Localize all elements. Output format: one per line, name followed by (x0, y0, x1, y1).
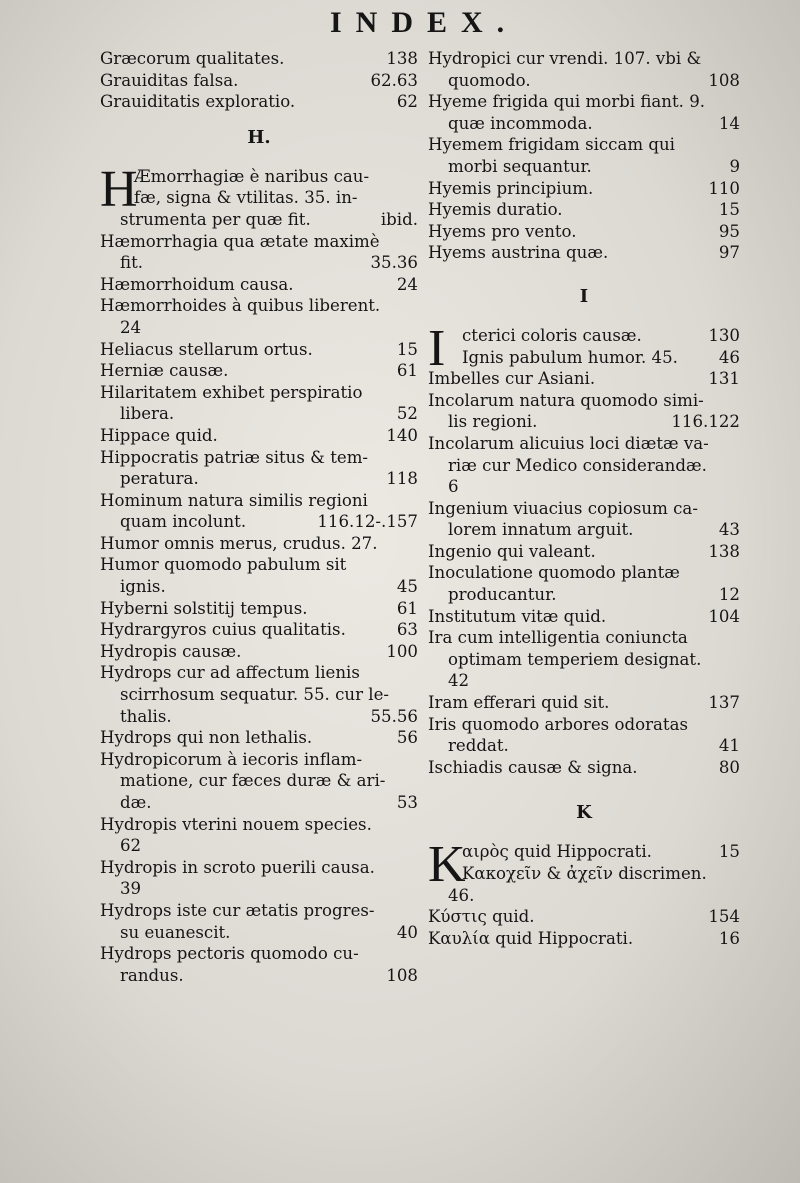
index-line (428, 584, 740, 606)
index-entry-text: Ingenium viuacius copiosum ca- (428, 498, 698, 518)
index-page-numbers: 14 (718, 113, 740, 133)
index-page-numbers: 55.56 (370, 706, 418, 726)
index-line (100, 662, 418, 684)
index-page-numbers (734, 134, 740, 156)
index-page-numbers (734, 863, 740, 885)
index-line (100, 231, 418, 253)
index-page-numbers (734, 649, 740, 671)
index-entry-text: 6 (448, 477, 459, 497)
index-page-numbers (412, 382, 418, 404)
index-entry-text: Græcorum qualitates. (100, 49, 285, 68)
index-page-numbers: 15 (718, 200, 740, 220)
drop-cap-initial: Κ (428, 836, 466, 894)
right-column (428, 48, 740, 949)
index-entry-text: quam incolunt. (120, 512, 247, 532)
index-line (428, 199, 740, 221)
index-page-numbers: 15 (396, 339, 418, 359)
index-entry-text: lorem innatum arguit. (448, 520, 634, 540)
hydrops-entries (428, 48, 740, 264)
index-line (100, 706, 418, 728)
index-line (428, 242, 740, 264)
index-entry-text: Hydrops pectoris quomodo cu- (100, 944, 359, 964)
index-entry-text: Incolarum natura quomodo simi- (428, 390, 704, 410)
index-line (100, 490, 418, 512)
index-line (100, 814, 418, 836)
index-entry-text: Hyems pro vento. (428, 221, 577, 241)
index-page-numbers (734, 885, 740, 907)
index-entry-text: lis regioni. (448, 412, 538, 432)
index-page-numbers: 80 (718, 757, 740, 777)
index-page-numbers (412, 857, 418, 879)
index-line (428, 368, 740, 390)
index-entry-text: dæ. (120, 793, 152, 812)
index-entry-text: Hippocratis patriæ situs & tem- (100, 447, 369, 467)
index-page-numbers (412, 943, 418, 965)
index-page-numbers: 110 (708, 178, 740, 198)
index-page-numbers (412, 835, 418, 857)
index-page-numbers: 16 (718, 928, 740, 948)
index-entry-text: Καυλία quid Hippocrati. (428, 928, 634, 948)
index-entry-text: fit. (120, 253, 144, 273)
index-line (428, 906, 740, 928)
index-line (428, 714, 740, 736)
index-page-numbers (412, 662, 418, 684)
index-line (100, 576, 418, 598)
index-entry-text: Hippace quid. (100, 425, 218, 445)
index-line (100, 770, 418, 792)
index-page-numbers: 45 (396, 577, 418, 597)
index-line (428, 70, 740, 92)
index-page-numbers (734, 48, 740, 70)
index-page-numbers: 43 (718, 520, 740, 540)
index-line (428, 541, 740, 563)
index-entry-text: 39 (120, 879, 142, 899)
index-line (100, 598, 418, 620)
g-entries (100, 48, 418, 113)
index-entry-text: libera. (120, 404, 175, 424)
index-line (428, 841, 740, 863)
index-line (428, 390, 740, 412)
index-entry-text: Hæmorrhoidum causa. (100, 274, 294, 294)
index-entry-text: morbi sequantur. (448, 156, 592, 176)
index-page-numbers: ibid. (380, 209, 418, 229)
index-page-numbers (734, 433, 740, 455)
index-page-numbers (412, 490, 418, 512)
index-entry-text: Ischiadis causæ & signa. (428, 757, 638, 777)
index-entry-text: Hilaritatem exhibet perspiratio (100, 382, 363, 402)
index-line (100, 187, 418, 209)
k-entries (428, 836, 740, 949)
index-page-numbers: 108 (386, 965, 418, 985)
index-page-numbers: 41 (718, 736, 740, 756)
index-line (100, 727, 418, 749)
index-entry-text: Incolarum alicuius loci diætæ va- (428, 433, 709, 453)
index-line (428, 455, 740, 477)
index-page-numbers (412, 317, 418, 339)
index-page-numbers (412, 684, 418, 706)
index-entry-text: Hyemem frigidam siccam qui (428, 135, 675, 155)
index-line (100, 447, 418, 469)
index-entry-text: Hydrargyros cuius qualitatis. (100, 620, 346, 640)
index-entry-text: 42 (448, 671, 470, 691)
index-entry-text: Κύστις quid. (428, 907, 535, 927)
index-page-numbers: 104 (708, 606, 740, 626)
index-page-numbers (734, 498, 740, 520)
index-entry-text: Grauiditas falsa. (100, 70, 239, 90)
index-page-numbers (734, 670, 740, 692)
index-page-numbers: 53 (396, 793, 418, 812)
index-page-numbers (412, 447, 418, 469)
index-entry-text: Ingenio qui valeant. (428, 541, 596, 561)
index-line (428, 113, 740, 135)
index-page-numbers (412, 533, 418, 555)
index-line (100, 835, 418, 857)
index-entry-text: Hydrops cur ad affectum lienis (100, 663, 360, 683)
index-line (428, 863, 740, 885)
index-line (100, 48, 418, 70)
index-entry-text: Ignis pabulum humor. 45. (462, 347, 678, 367)
index-line (100, 511, 418, 533)
drop-cap-initial: H (100, 160, 138, 218)
index-line (428, 649, 740, 671)
index-entry-text: Hyems austrina quæ. (428, 243, 609, 263)
index-line (428, 928, 740, 950)
index-line (428, 134, 740, 156)
index-line (100, 70, 418, 92)
index-page-numbers: 46 (718, 347, 740, 367)
index-line (100, 878, 418, 900)
index-entry-text: Κακοχεῖν & ἀχεῖν discrimen. (462, 864, 707, 883)
index-entry-text: thalis. (120, 706, 172, 726)
index-entry-text: Herniæ causæ. (100, 361, 229, 381)
index-entry-text: Hyemis duratio. (428, 200, 563, 220)
index-entry-text: producantur. (448, 585, 557, 605)
index-line (428, 347, 740, 369)
index-page-numbers: 131 (708, 369, 740, 389)
index-line (100, 922, 418, 944)
index-entry-text: Iris quomodo arbores odoratas (428, 714, 688, 734)
index-page-numbers: 116.122 (671, 412, 740, 432)
index-line (100, 965, 418, 987)
index-page-numbers: 116.12-.157 (317, 512, 418, 532)
index-page-numbers (412, 900, 418, 922)
index-line (428, 757, 740, 779)
section-heading-h: H. (247, 126, 271, 148)
index-line (428, 156, 740, 178)
index-line (428, 178, 740, 200)
index-page-numbers: 138 (708, 541, 740, 561)
index-entry-text: Hæmorrhagia qua ætate maximè (100, 231, 380, 251)
index-entry-text: 46. (448, 885, 475, 905)
index-line (100, 900, 418, 922)
index-line (428, 411, 740, 433)
index-line (100, 91, 418, 113)
index-line (428, 885, 740, 907)
index-line (100, 252, 418, 274)
index-line (100, 382, 418, 404)
index-line (428, 221, 740, 243)
index-page-numbers: 137 (708, 693, 740, 713)
index-entry-text: quæ incommoda. (448, 113, 593, 133)
index-page-numbers: 100 (386, 641, 418, 661)
index-line (428, 325, 740, 347)
index-entry-text: Hyberni solstitij tempus. (100, 598, 308, 618)
index-page-numbers (412, 749, 418, 771)
index-entry-text: Hominum natura similis regioni (100, 490, 368, 510)
index-page-numbers: 12 (718, 585, 740, 605)
i-entries (428, 319, 740, 778)
index-line (428, 627, 740, 649)
index-line (100, 403, 418, 425)
index-line (100, 468, 418, 490)
index-entry-text: randus. (120, 965, 184, 985)
index-line (428, 48, 740, 70)
index-line (100, 792, 418, 814)
index-page-numbers: 35.36 (370, 253, 418, 273)
index-page-numbers (734, 455, 740, 477)
index-page-numbers (412, 878, 418, 900)
index-line (100, 317, 418, 339)
index-entry-text: matione, cur fæces duræ & ari- (120, 771, 386, 791)
index-page-numbers: 95 (718, 221, 740, 241)
index-page-numbers: 62 (396, 92, 418, 112)
index-page-numbers (412, 814, 418, 836)
index-page-numbers: 52 (396, 404, 418, 424)
index-line (100, 209, 418, 231)
index-entry-text: Hæmorrhoides à quibus liberent. (100, 296, 381, 316)
index-entry-text: Institutum vitæ quid. (428, 606, 607, 626)
left-column (100, 48, 418, 986)
index-line (428, 498, 740, 520)
index-entry-text: su euanescit. (120, 922, 231, 942)
index-page-numbers (734, 714, 740, 736)
index-line (100, 749, 418, 771)
index-line (100, 166, 418, 188)
index-entry-text: fæ, signa & vtilitas. 35. in- (134, 188, 358, 208)
index-entry-text: 62 (120, 836, 142, 856)
index-entry-text: Iram efferari quid sit. (428, 693, 610, 713)
index-line (428, 735, 740, 757)
index-line (428, 670, 740, 692)
index-line (100, 554, 418, 576)
index-entry-text: quomodo. (448, 70, 531, 90)
index-page-numbers: 61 (396, 598, 418, 618)
index-entry-text: αιρὸς quid Hippocrati. (462, 842, 652, 862)
index-page-numbers: 61 (396, 361, 418, 381)
index-line (100, 943, 418, 965)
index-line (428, 519, 740, 541)
index-page-numbers (734, 476, 740, 498)
index-page-numbers: 154 (708, 907, 740, 927)
index-entry-text: Ira cum intelligentia coniuncta (428, 628, 688, 648)
index-entry-text: riæ cur Medico considerandæ. (448, 455, 707, 475)
index-line (428, 562, 740, 584)
index-page-numbers: 108 (708, 70, 740, 90)
index-entry-text: Hydropis in scroto puerili causa. (100, 857, 375, 877)
index-page-numbers (412, 770, 418, 792)
index-page-numbers (734, 91, 740, 113)
index-entry-text: reddat. (448, 736, 509, 756)
index-entry-text: peratura. (120, 469, 199, 489)
index-line (428, 606, 740, 628)
index-page-numbers (412, 166, 418, 188)
index-line (428, 476, 740, 498)
index-line (100, 274, 418, 296)
index-page-numbers (412, 295, 418, 317)
index-page-numbers: 62.63 (370, 70, 418, 90)
index-line (100, 857, 418, 879)
index-page-numbers: 15 (718, 842, 740, 862)
index-page-numbers: 24 (396, 274, 418, 294)
index-line (100, 619, 418, 641)
index-page-numbers: 118 (386, 469, 418, 489)
page-heading: INDEX. (330, 6, 519, 39)
index-page-numbers: 138 (386, 49, 418, 68)
index-line (100, 339, 418, 361)
index-entry-text: Hydropicorum à iecoris inflam- (100, 749, 363, 769)
index-line (100, 641, 418, 663)
index-page-numbers (734, 390, 740, 412)
section-heading-k: K (576, 802, 592, 824)
index-entry-text: ignis. (120, 577, 166, 597)
index-entry-text: 24 (120, 317, 142, 337)
index-entry-text: strumenta per quæ fit. (120, 209, 311, 229)
index-line (428, 692, 740, 714)
index-entry-text: Grauiditatis exploratio. (100, 92, 296, 112)
index-page-numbers (412, 187, 418, 209)
h-entries (100, 160, 418, 987)
index-line (100, 684, 418, 706)
index-page-numbers: 130 (708, 325, 740, 345)
index-entry-text: cterici coloris causæ. (462, 325, 642, 345)
index-line (100, 295, 418, 317)
index-line (428, 91, 740, 113)
index-entry-text: Inoculatione quomodo plantæ (428, 563, 680, 583)
index-page-numbers: 63 (396, 620, 418, 640)
index-entry-text: Æmorrhagiæ è naribus cau- (134, 166, 370, 186)
index-entry-text: Hydropici cur vrendi. 107. vbi & (428, 49, 702, 68)
index-entry-text: Humor quomodo pabulum sit (100, 555, 347, 575)
index-page-numbers: 9 (729, 156, 740, 176)
index-entry-text: Imbelles cur Asiani. (428, 369, 596, 389)
index-entry-text: Hyeme frigida qui morbi fiant. 9. (428, 92, 706, 112)
index-page-numbers (412, 231, 418, 253)
index-page-numbers (734, 562, 740, 584)
index-line (100, 533, 418, 555)
index-line (100, 425, 418, 447)
index-entry-text: scirrhosum sequatur. 55. cur le- (120, 685, 390, 705)
index-entry-text: Humor omnis merus, crudus. 27. (100, 533, 378, 553)
index-entry-text: Hydrops qui non lethalis. (100, 728, 313, 748)
index-page-numbers: 140 (386, 425, 418, 445)
index-entry-text: Hyemis principium. (428, 178, 594, 198)
index-page-numbers (734, 627, 740, 649)
index-line (428, 433, 740, 455)
index-page-numbers: 97 (718, 243, 740, 263)
index-page-numbers (412, 554, 418, 576)
index-page-numbers: 40 (396, 922, 418, 942)
index-entry-text: Heliacus stellarum ortus. (100, 339, 313, 359)
index-entry-text: Hydropis vterini nouem species. (100, 814, 372, 834)
drop-cap-initial: I (428, 319, 446, 377)
index-page-numbers: 56 (396, 728, 418, 748)
index-entry-text: optimam temperiem designat. (448, 649, 702, 669)
index-entry-text: Hydrops iste cur ætatis progres- (100, 900, 375, 920)
section-heading-i: I (579, 285, 589, 307)
index-entry-text: Hydropis causæ. (100, 641, 242, 661)
index-line (100, 360, 418, 382)
